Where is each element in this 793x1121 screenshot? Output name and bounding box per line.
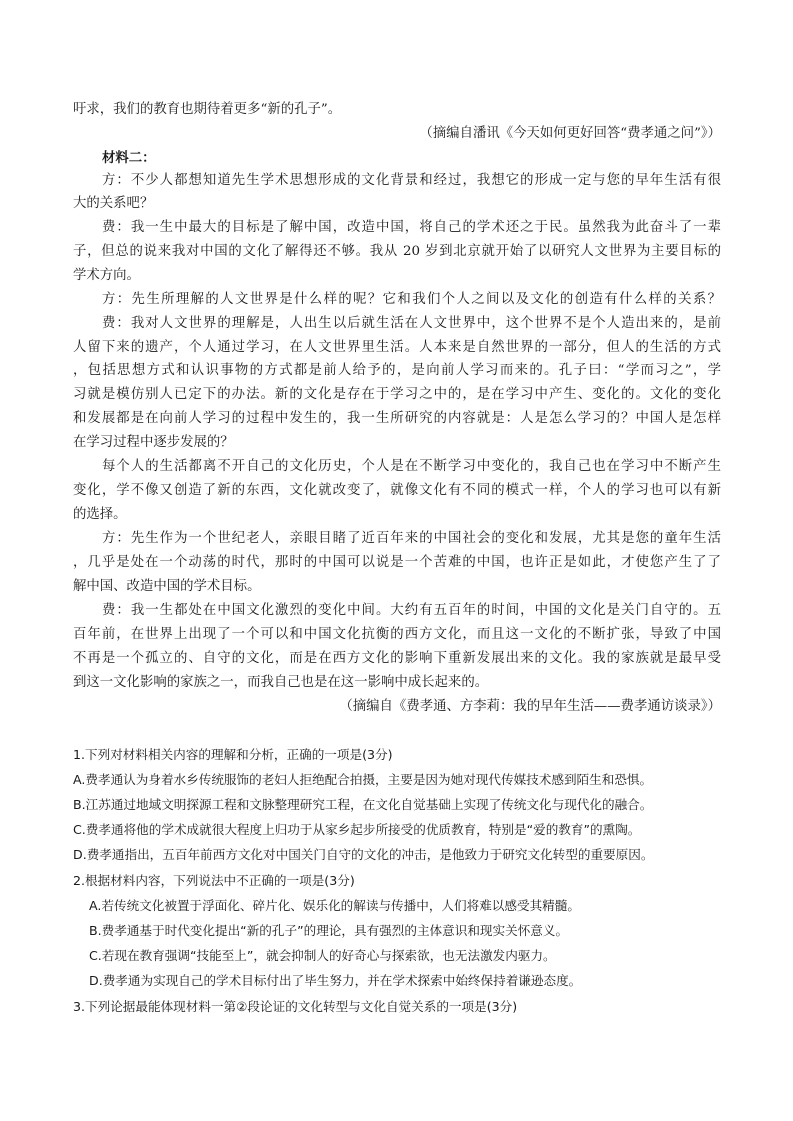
question-1-option-d: D.费孝通指出，五百年前西方文化对中国关门自守的文化的冲击，是他致力于研究文化转型的重要原因。 <box>73 847 654 862</box>
material1-source: （摘编自潘讯《今天如何更好回答“费孝通之问”》） <box>419 126 721 141</box>
material2-line: 费：我一生中最大的目标是了解中国，改造中国，将自己的学术还之于民。虽然我为此奋斗了一辈 <box>102 220 721 235</box>
material1-last-line: 吁求，我们的教育也期待着更多“新的孔子”。 <box>73 102 342 117</box>
material2-line: ，几乎是处在一个动荡的时代，那时的中国可以说是一个苦难的中国，也许正是如此，才使您产生了了 <box>73 555 721 570</box>
material2-line: 习就是模仿别人已定下的办法。新的文化是存在于学习之中的，是在学习中产生、变化的。文化的变化 <box>73 387 721 402</box>
material2-source: （摘编自《费孝通、方李莉：我的早年生活——费孝通访谈录》） <box>339 699 721 714</box>
question-1-stem: 1.下列对材料相关内容的理解和分析，正确的一项是(3分) <box>73 747 393 762</box>
question-2-option-d: D.费孝通为实现自己的学术目标付出了毕生努力，并在学术探索中始终保持着谦逊态度。 <box>89 973 582 988</box>
material2-line: 费：我对人文世界的理解是，人出生以后就生活在人文世界中，这个世界不是个人造出来的，是前 <box>102 316 721 331</box>
question-1-option-c: C.费孝通将他的学术成就很大程度上归功于从家乡起步所接受的优质教育，特别是“爱的教育”的熏陶。 <box>73 822 641 837</box>
material2-line: 费：我一生都处在中国文化激烈的变化中间。大约有五百年的时间，中国的文化是关门自守的。五 <box>102 603 721 618</box>
question-2-stem: 2.根据材料内容，下列说法中不正确的一项是(3分) <box>73 873 355 888</box>
question-1-option-a: A.费孝通认为身着水乡传统服饰的老妇人拒绝配合拍摄，主要是因为她对现代传媒技术感到陌生和恐惧。 <box>73 772 653 787</box>
material2-line: 每个人的生活都离不开自己的文化历史，个人是在不断学习中变化的，我自己也在学习中不断产生 <box>102 459 721 474</box>
question-2-option-a: A.若传统文化被置于浮面化、碎片化、娱乐化的解读与传播中，人们将难以感受其精髓。 <box>89 898 580 913</box>
question-2-option-c: C.若现在教育强调“技能至上”，就会抑制人的好奇心与探索欲，也无法激发内驱力。 <box>89 948 556 963</box>
material2-line: 方：先生所理解的人文世界是什么样的呢？它和我们个人之间以及文化的创造有什么样的关系？ <box>102 292 721 307</box>
material2-line: 人留下来的遗产，个人通过学习，在人文世界里生活。人本来是自然世界的一部分，但人的生活的方式 <box>73 340 721 355</box>
material2-heading: 材料二： <box>102 150 156 166</box>
material2-line: 和发展都是在向前人学习的过程中发生的，我一生所研究的内容就是：人是怎么学习的？中国人是怎样 <box>73 411 721 426</box>
material2-line: 方：先生作为一个世纪老人，亲眼目睹了近百年来的中国社会的变化和发展，尤其是您的童年生活 <box>102 531 721 546</box>
material2-line: 解中国、改造中国的学术目标。 <box>73 579 261 594</box>
question-2-option-b: B.费孝通基于时代变化提出“新的孔子”的理论，具有强烈的主体意识和现实关怀意义。 <box>89 923 569 938</box>
material2-line: 方：不少人都想知道先生学术思想形成的文化背景和经过，我想它的形成一定与您的早年生活有很 <box>102 173 721 188</box>
question-1-option-b: B.江苏通过地域文明探源工程和文脉整理研究工程，在文化自觉基础上实现了传统文化与现代化的融合。 <box>73 797 653 812</box>
material2-line: ，包括思想方式和认识事物的方式都是前人给予的，是向前人学习而来的。孔子曰：“学而习之”，学 <box>73 363 721 378</box>
material2-line: 的选择。 <box>73 507 127 522</box>
material2-line: 大的关系吧？ <box>73 196 154 211</box>
question-3-stem: 3.下列论据最能体现材料一第②段论证的文化转型与文化自觉关系的一项是(3分) <box>73 999 518 1014</box>
material2-line: 不再是一个孤立的、自守的文化，而是在西方文化的影响下重新发展出来的文化。我的家族就是最早受 <box>73 651 721 666</box>
material2-line: 子，但总的说来我对中国的文化了解得还不够。我从 20 岁到北京就开始了以研究人文世界为主要目标的 <box>73 244 721 259</box>
material2-line: 到这一文化影响的家族之一，而我自己也是在这一影响中成长起来的。 <box>73 675 489 690</box>
material2-line: 百年前，在世界上出现了一个可以和中国文化抗衡的西方文化，而且这一文化的不断扩张，导致了中国 <box>73 627 721 642</box>
material2-line: 学术方向。 <box>73 268 140 283</box>
material2-line: 在学习过程中逐步发展的？ <box>73 435 234 450</box>
material2-line: 变化，学不像又创造了新的东西，文化就改变了，就像文化有不同的模式一样，个人的学习也可以有新 <box>73 483 721 498</box>
